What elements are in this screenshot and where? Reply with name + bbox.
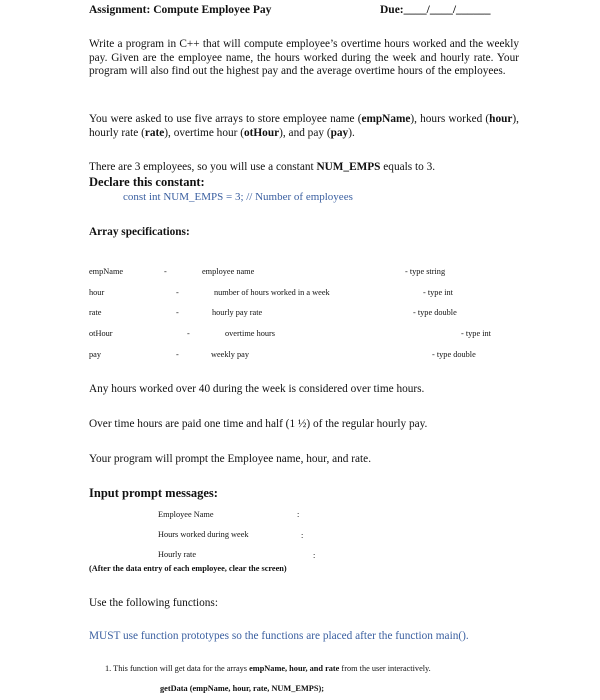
spec-type: - type double [413, 308, 457, 317]
arrays-text-1: You were asked to use five arrays to store employee name ( [89, 113, 362, 125]
spec-dash: - [187, 329, 190, 338]
prompt-label: Hourly rate [158, 550, 197, 559]
function-item-1 [105, 664, 431, 673]
getdata-call: getData (empName, hour, rate, NUM_EMPS); [160, 684, 324, 693]
due-date: Due:____/____/______ [380, 4, 491, 16]
spec-dash: - [176, 350, 179, 359]
arrays-text-3: ), hourly rate ( [89, 113, 519, 139]
hour-bold: hour [489, 113, 513, 125]
constant-text-post: equals to 3. [380, 161, 436, 173]
function-item-text-post: from the user interactively. [339, 664, 431, 673]
spec-row [0, 267, 600, 281]
spec-name: pay [89, 350, 101, 359]
assignment-title: Assignment: Compute Employee Pay [89, 4, 272, 16]
arrays-paragraph [89, 113, 519, 140]
spec-desc: number of hours worked in a week [214, 288, 330, 297]
constant-code: const int NUM_EMPS = 3; // Number of employees [123, 191, 353, 203]
prompt-label: Hours worked during week [158, 530, 249, 539]
rate-bold: rate [144, 126, 165, 139]
intro-paragraph: Write a program in C++ that will compute employee’s overtime hours worked and the weekly pay. Given are the employee name, the hours worked during the week and hourly rate. Your program will also find out the highest pay and the average overtime hours of the employees. [89, 38, 519, 77]
prompt-colon: : [301, 531, 304, 540]
spec-row [0, 350, 600, 364]
spec-type: - type double [432, 350, 476, 359]
spec-name: hour [89, 288, 105, 297]
clear-screen-note: (After the data entry of each employee, clear the screen) [89, 564, 287, 573]
spec-name: empName [89, 267, 124, 276]
spec-row [0, 308, 600, 322]
spec-row [0, 288, 600, 302]
spec-name: otHour [89, 329, 113, 338]
functions-intro: Use the following functions: [89, 597, 218, 609]
spec-type: - type string [405, 267, 446, 276]
spec-name: rate [89, 308, 102, 317]
empname-bold: empName [361, 113, 411, 125]
declare-constant-heading: Declare this constant: [89, 175, 205, 189]
pay-bold: pay [330, 126, 349, 139]
spec-desc: weekly pay [211, 350, 250, 359]
othour-bold: otHour [243, 126, 280, 139]
spec-type: - type int [461, 329, 491, 338]
overtime-pay-rule: Over time hours are paid one time and half (1 ½) of the regular hourly pay. [89, 418, 428, 430]
prototype-requirement: MUST use function prototypes so the functions are placed after the function main(). [89, 630, 469, 642]
spec-dash: - [176, 308, 179, 317]
spec-desc: employee name [202, 267, 255, 276]
spec-dash: - [176, 288, 179, 297]
spec-desc: overtime hours [225, 329, 276, 338]
arrays-text-6: ). [348, 126, 355, 139]
arrays-text-2: ), hours worked ( [410, 113, 490, 125]
prompt-colon: : [297, 510, 300, 519]
function-item-arrays: empName, hour, and rate [249, 664, 340, 673]
input-prompts-heading: Input prompt messages: [89, 486, 218, 500]
constant-line [89, 161, 435, 173]
constant-text: There are 3 employees, so you will use a constant [89, 161, 317, 173]
arrays-text-4: ), overtime hour ( [164, 126, 244, 139]
spec-type: - type int [423, 288, 453, 297]
prompt-colon: : [313, 551, 316, 560]
num-emps-bold: NUM_EMPS [316, 161, 381, 173]
spec-dash: - [164, 267, 167, 276]
spec-desc: hourly pay rate [212, 308, 263, 317]
array-specs-heading: Array specifications: [89, 226, 190, 238]
arrays-text-5: ), and pay ( [279, 126, 331, 139]
function-item-text: 1. This function will get data for the arrays [105, 664, 250, 673]
overtime-rule: Any hours worked over 40 during the week is considered over time hours. [89, 383, 425, 395]
prompt-rule: Your program will prompt the Employee name, hour, and rate. [89, 453, 372, 465]
prompt-label: Employee Name [158, 510, 214, 519]
spec-row [0, 329, 600, 343]
